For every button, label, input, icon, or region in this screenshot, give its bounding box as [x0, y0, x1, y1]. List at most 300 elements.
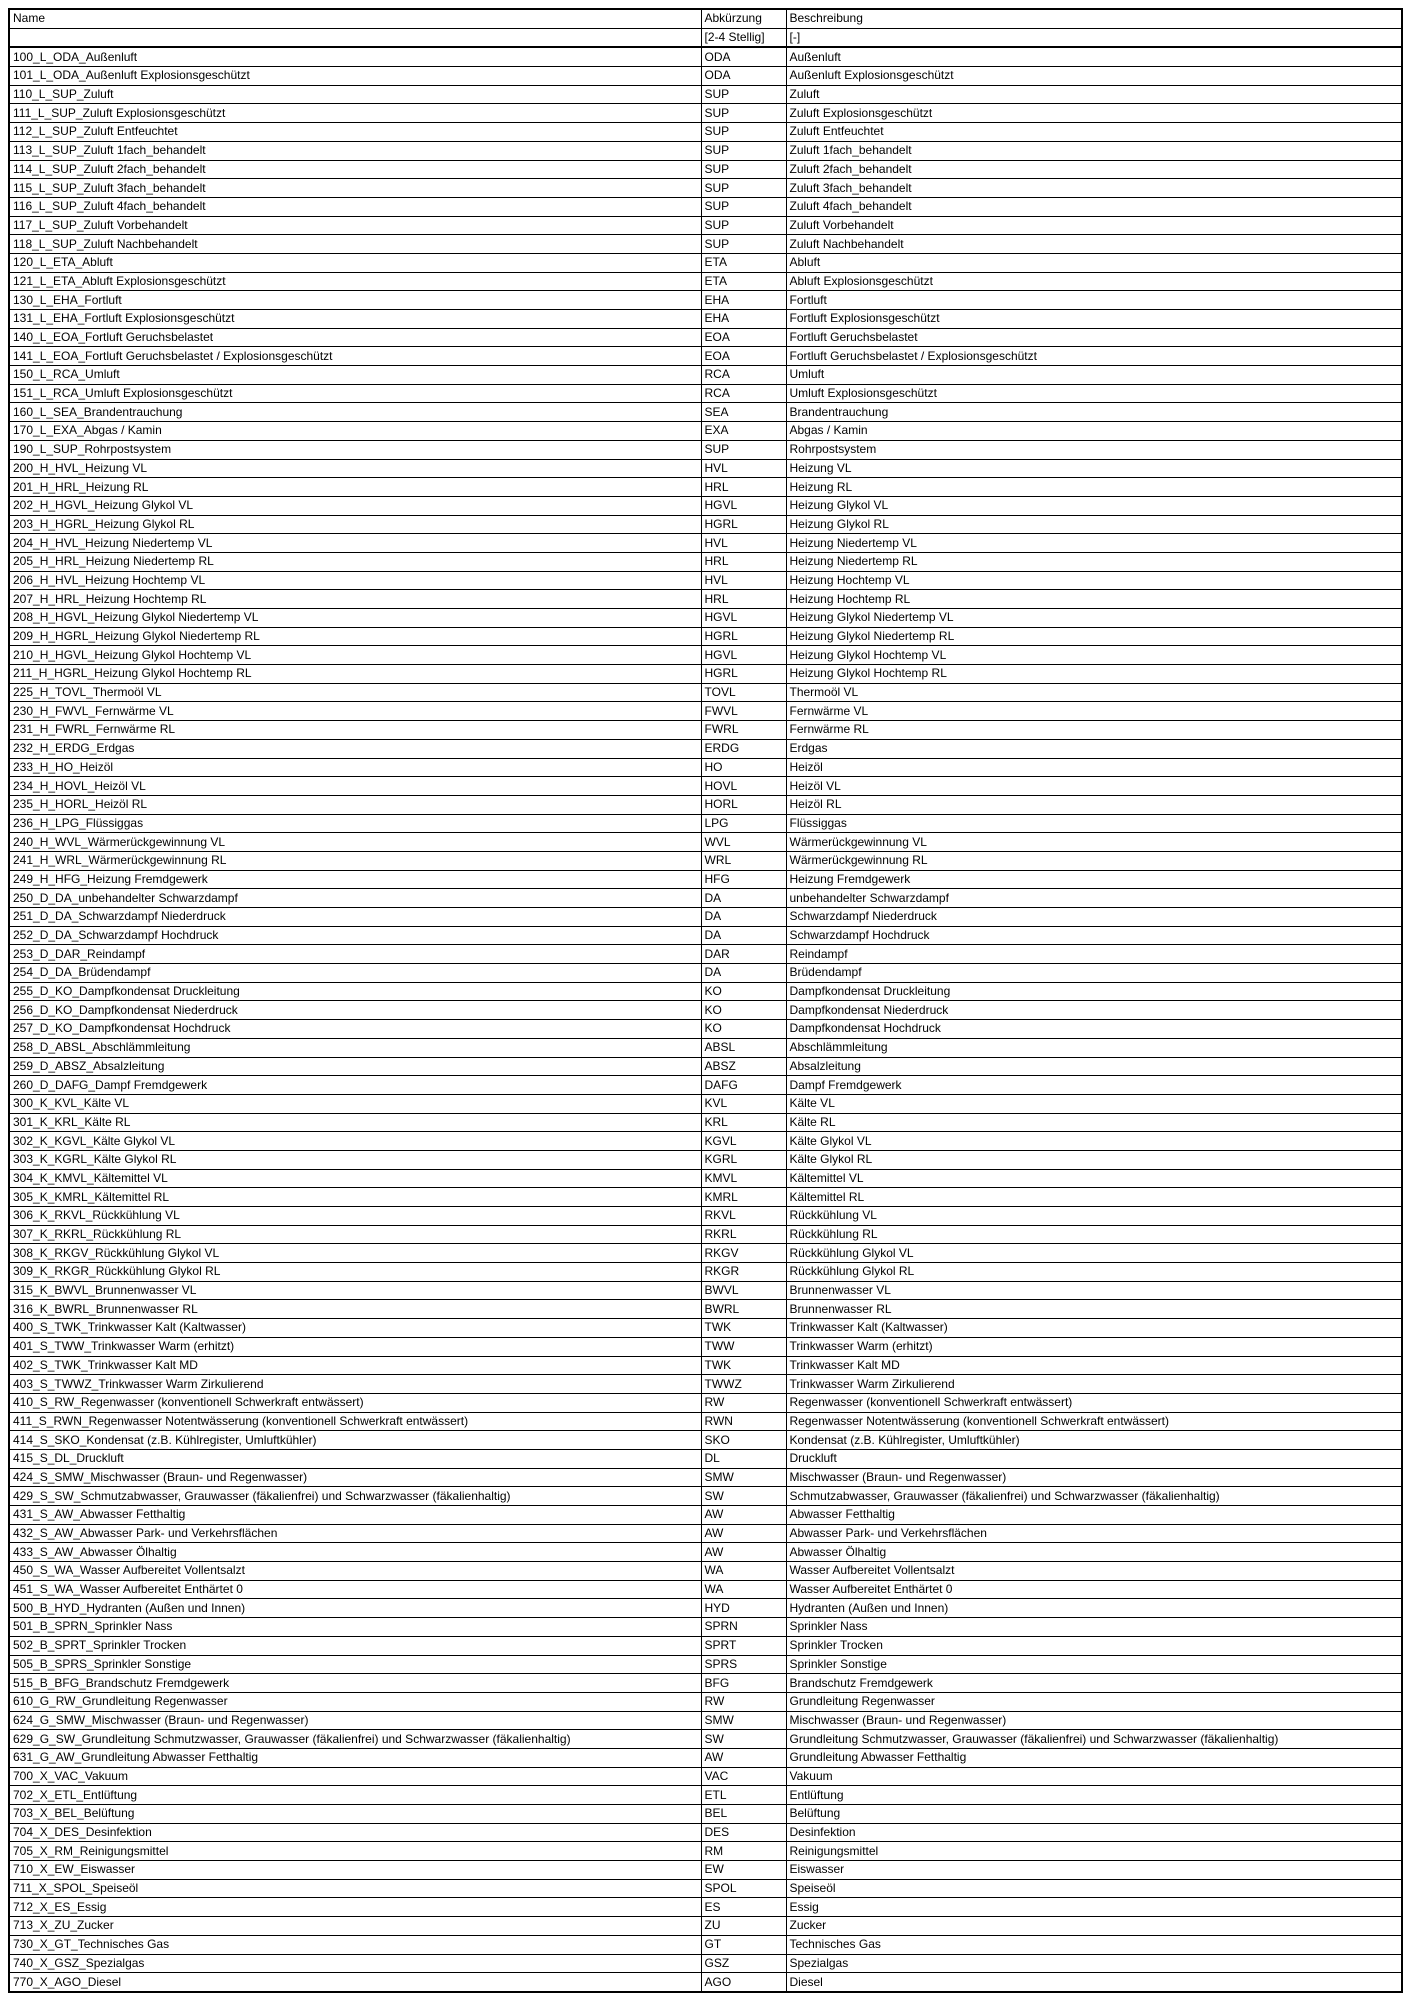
name-cell[interactable]: 411_S_RWN_Regenwasser Notentwässerung (konventionell Schwerkraft entwässert) — [9, 1412, 701, 1431]
abbreviation-cell[interactable]: BWVL — [701, 1281, 786, 1300]
abbreviation-cell[interactable]: HORL — [701, 795, 786, 814]
name-cell[interactable]: 150_L_RCA_Umluft — [9, 366, 701, 385]
name-cell[interactable]: 410_S_RW_Regenwasser (konventionell Schwerkraft entwässert) — [9, 1393, 701, 1412]
description-cell[interactable]: Heizung Hochtemp RL — [786, 590, 1402, 609]
abbreviation-cell[interactable]: SPOL — [701, 1879, 786, 1898]
description-cell[interactable]: Trinkwasser Kalt (Kaltwasser) — [786, 1319, 1402, 1338]
abbreviation-cell[interactable]: AW — [701, 1524, 786, 1543]
abbreviation-cell[interactable]: EOA — [701, 347, 786, 366]
name-cell[interactable]: 253_D_DAR_Reindampf — [9, 945, 701, 964]
description-cell[interactable]: Erdgas — [786, 739, 1402, 758]
name-cell[interactable]: 121_L_ETA_Abluft Explosionsgeschützt — [9, 272, 701, 291]
description-cell[interactable]: Rohrpostsystem — [786, 440, 1402, 459]
name-cell[interactable]: 235_H_HORL_Heizöl RL — [9, 795, 701, 814]
name-cell[interactable]: 141_L_EOA_Fortluft Geruchsbelastet / Explosionsgeschützt — [9, 347, 701, 366]
name-cell[interactable]: 251_D_DA_Schwarzdampf Niederdruck — [9, 908, 701, 927]
abbreviation-cell[interactable]: KRL — [701, 1113, 786, 1132]
name-cell[interactable]: 414_S_SKO_Kondensat (z.B. Kühlregister, Umluftkühler) — [9, 1431, 701, 1450]
name-cell[interactable]: 433_S_AW_Abwasser Ölhaltig — [9, 1543, 701, 1562]
description-cell[interactable]: Rückkühlung Glykol VL — [786, 1244, 1402, 1263]
name-cell[interactable]: 131_L_EHA_Fortluft Explosionsgeschützt — [9, 310, 701, 329]
abbreviation-cell[interactable]: ABSL — [701, 1038, 786, 1057]
name-cell[interactable]: 204_H_HVL_Heizung Niedertemp VL — [9, 534, 701, 553]
name-cell[interactable]: 160_L_SEA_Brandentrauchung — [9, 403, 701, 422]
abbreviation-cell[interactable]: SUP — [701, 160, 786, 179]
description-cell[interactable]: Brunnenwasser RL — [786, 1300, 1402, 1319]
name-cell[interactable]: 450_S_WA_Wasser Aufbereitet Vollentsalzt — [9, 1562, 701, 1581]
name-cell[interactable]: 111_L_SUP_Zuluft Explosionsgeschützt — [9, 104, 701, 123]
name-cell[interactable]: 401_S_TWW_Trinkwasser Warm (erhitzt) — [9, 1337, 701, 1356]
description-cell[interactable]: Hydranten (Außen und Innen) — [786, 1599, 1402, 1618]
description-cell[interactable]: Fernwärme RL — [786, 721, 1402, 740]
name-cell[interactable]: 202_H_HGVL_Heizung Glykol VL — [9, 496, 701, 515]
abbreviation-cell[interactable]: EHA — [701, 310, 786, 329]
abbreviation-cell[interactable]: EHA — [701, 291, 786, 310]
name-cell[interactable]: 114_L_SUP_Zuluft 2fach_behandelt — [9, 160, 701, 179]
name-cell[interactable]: 100_L_ODA_Außenluft — [9, 47, 701, 66]
abbreviation-cell[interactable]: RKGV — [701, 1244, 786, 1263]
name-cell[interactable]: 400_S_TWK_Trinkwasser Kalt (Kaltwasser) — [9, 1319, 701, 1338]
abbreviation-cell[interactable]: ZU — [701, 1917, 786, 1936]
abbreviation-cell[interactable]: BWRL — [701, 1300, 786, 1319]
description-cell[interactable]: Mischwasser (Braun- und Regenwasser) — [786, 1711, 1402, 1730]
abbreviation-cell[interactable]: ETA — [701, 253, 786, 272]
name-cell[interactable]: 432_S_AW_Abwasser Park- und Verkehrsflächen — [9, 1524, 701, 1543]
description-cell[interactable]: Kältemittel VL — [786, 1169, 1402, 1188]
description-cell[interactable]: Zuluft 4fach_behandelt — [786, 197, 1402, 216]
description-cell[interactable]: Reinigungsmittel — [786, 1842, 1402, 1861]
name-cell[interactable]: 236_H_LPG_Flüssiggas — [9, 814, 701, 833]
header-description[interactable]: Beschreibung — [786, 9, 1402, 28]
name-cell[interactable]: 211_H_HGRL_Heizung Glykol Hochtemp RL — [9, 665, 701, 684]
abbreviation-cell[interactable]: SPRT — [701, 1636, 786, 1655]
name-cell[interactable]: 259_D_ABSZ_Absalzleitung — [9, 1057, 701, 1076]
abbreviation-cell[interactable]: RKGR — [701, 1263, 786, 1282]
description-cell[interactable]: Grundleitung Schmutzwasser, Grauwasser (fäkalienfrei) und Schwarzwasser (fäkalienhaltig) — [786, 1730, 1402, 1749]
description-cell[interactable]: Flüssiggas — [786, 814, 1402, 833]
abbreviation-cell[interactable]: DA — [701, 908, 786, 927]
name-cell[interactable]: 112_L_SUP_Zuluft Entfeuchtet — [9, 123, 701, 142]
description-cell[interactable]: Umluft Explosionsgeschützt — [786, 384, 1402, 403]
abbreviation-cell[interactable]: ETL — [701, 1786, 786, 1805]
abbreviation-cell[interactable]: TWK — [701, 1356, 786, 1375]
name-cell[interactable]: 703_X_BEL_Belüftung — [9, 1805, 701, 1824]
name-cell[interactable]: 201_H_HRL_Heizung RL — [9, 478, 701, 497]
name-cell[interactable]: 712_X_ES_Essig — [9, 1898, 701, 1917]
description-cell[interactable]: Kälte RL — [786, 1113, 1402, 1132]
abbreviation-cell[interactable]: WA — [701, 1580, 786, 1599]
abbreviation-cell[interactable]: RCA — [701, 366, 786, 385]
description-cell[interactable]: Heizung Niedertemp RL — [786, 552, 1402, 571]
description-cell[interactable]: Grundleitung Regenwasser — [786, 1692, 1402, 1711]
name-cell[interactable]: 308_K_RKGV_Rückkühlung Glykol VL — [9, 1244, 701, 1263]
name-cell[interactable]: 431_S_AW_Abwasser Fetthaltig — [9, 1506, 701, 1525]
name-cell[interactable]: 309_K_RKGR_Rückkühlung Glykol RL — [9, 1263, 701, 1282]
description-cell[interactable]: Umluft — [786, 366, 1402, 385]
name-cell[interactable]: 624_G_SMW_Mischwasser (Braun- und Regenwasser) — [9, 1711, 701, 1730]
description-cell[interactable]: Technisches Gas — [786, 1935, 1402, 1954]
abbreviation-cell[interactable]: AW — [701, 1748, 786, 1767]
description-cell[interactable]: Zuluft — [786, 85, 1402, 104]
description-cell[interactable]: Außenluft Explosionsgeschützt — [786, 67, 1402, 86]
name-cell[interactable]: 101_L_ODA_Außenluft Explosionsgeschützt — [9, 67, 701, 86]
abbreviation-cell[interactable]: TWWZ — [701, 1375, 786, 1394]
description-cell[interactable]: Rückkühlung RL — [786, 1225, 1402, 1244]
abbreviation-cell[interactable]: SUP — [701, 123, 786, 142]
description-cell[interactable]: Heizung Hochtemp VL — [786, 571, 1402, 590]
description-cell[interactable]: Außenluft — [786, 47, 1402, 66]
description-cell[interactable]: Zucker — [786, 1917, 1402, 1936]
abbreviation-cell[interactable]: EW — [701, 1861, 786, 1880]
description-cell[interactable]: Druckluft — [786, 1449, 1402, 1468]
description-cell[interactable]: Eiswasser — [786, 1861, 1402, 1880]
name-cell[interactable]: 225_H_TOVL_Thermoöl VL — [9, 683, 701, 702]
abbreviation-cell[interactable]: HOVL — [701, 777, 786, 796]
description-cell[interactable]: Sprinkler Nass — [786, 1618, 1402, 1637]
abbreviation-cell[interactable]: HFG — [701, 870, 786, 889]
description-cell[interactable]: Schwarzdampf Niederdruck — [786, 908, 1402, 927]
description-cell[interactable]: Desinfektion — [786, 1823, 1402, 1842]
description-cell[interactable]: Fortluft Explosionsgeschützt — [786, 310, 1402, 329]
name-cell[interactable]: 233_H_HO_Heizöl — [9, 758, 701, 777]
name-cell[interactable]: 316_K_BWRL_Brunnenwasser RL — [9, 1300, 701, 1319]
description-cell[interactable]: Rückkühlung Glykol RL — [786, 1263, 1402, 1282]
description-cell[interactable]: Sprinkler Trocken — [786, 1636, 1402, 1655]
abbreviation-cell[interactable]: SUP — [701, 179, 786, 198]
name-cell[interactable]: 306_K_RKVL_Rückkühlung VL — [9, 1207, 701, 1226]
name-cell[interactable]: 151_L_RCA_Umluft Explosionsgeschützt — [9, 384, 701, 403]
description-cell[interactable]: Zuluft Entfeuchtet — [786, 123, 1402, 142]
name-cell[interactable]: 631_G_AW_Grundleitung Abwasser Fetthaltig — [9, 1748, 701, 1767]
abbreviation-cell[interactable]: HVL — [701, 459, 786, 478]
description-cell[interactable]: Speiseöl — [786, 1879, 1402, 1898]
abbreviation-cell[interactable]: BEL — [701, 1805, 786, 1824]
abbreviation-cell[interactable]: HGRL — [701, 665, 786, 684]
name-cell[interactable]: 301_K_KRL_Kälte RL — [9, 1113, 701, 1132]
name-cell[interactable]: 232_H_ERDG_Erdgas — [9, 739, 701, 758]
abbreviation-cell[interactable]: HVL — [701, 571, 786, 590]
description-cell[interactable]: Trinkwasser Kalt MD — [786, 1356, 1402, 1375]
abbreviation-cell[interactable]: EXA — [701, 422, 786, 441]
name-cell[interactable]: 140_L_EOA_Fortluft Geruchsbelastet — [9, 328, 701, 347]
name-cell[interactable]: 403_S_TWWZ_Trinkwasser Warm Zirkulierend — [9, 1375, 701, 1394]
description-cell[interactable]: Heizung Fremdgewerk — [786, 870, 1402, 889]
description-cell[interactable]: Wärmerückgewinnung VL — [786, 833, 1402, 852]
description-cell[interactable]: Heizung Glykol RL — [786, 515, 1402, 534]
description-cell[interactable]: Brandschutz Fremdgewerk — [786, 1674, 1402, 1693]
abbreviation-cell[interactable]: KGRL — [701, 1150, 786, 1169]
description-cell[interactable]: Trinkwasser Warm Zirkulierend — [786, 1375, 1402, 1394]
abbreviation-cell[interactable]: ODA — [701, 47, 786, 66]
abbreviation-cell[interactable]: TOVL — [701, 683, 786, 702]
abbreviation-cell[interactable]: SUP — [701, 216, 786, 235]
abbreviation-cell[interactable]: DAFG — [701, 1076, 786, 1095]
description-cell[interactable]: unbehandelter Schwarzdampf — [786, 889, 1402, 908]
description-cell[interactable]: Abwasser Park- und Verkehrsflächen — [786, 1524, 1402, 1543]
description-cell[interactable]: Zuluft Vorbehandelt — [786, 216, 1402, 235]
abbreviation-cell[interactable]: WA — [701, 1562, 786, 1581]
description-cell[interactable]: Heizöl — [786, 758, 1402, 777]
name-cell[interactable]: 307_K_RKRL_Rückkühlung RL — [9, 1225, 701, 1244]
abbreviation-cell[interactable]: ERDG — [701, 739, 786, 758]
description-cell[interactable]: Heizung VL — [786, 459, 1402, 478]
description-cell[interactable]: Regenwasser Notentwässerung (konventionell Schwerkraft entwässert) — [786, 1412, 1402, 1431]
description-cell[interactable]: Heizung RL — [786, 478, 1402, 497]
description-cell[interactable]: Heizöl RL — [786, 795, 1402, 814]
description-cell[interactable]: Zuluft Nachbehandelt — [786, 235, 1402, 254]
abbreviation-cell[interactable]: DES — [701, 1823, 786, 1842]
name-cell[interactable]: 303_K_KGRL_Kälte Glykol RL — [9, 1150, 701, 1169]
abbreviation-cell[interactable]: SUP — [701, 141, 786, 160]
abbreviation-cell[interactable]: SMW — [701, 1711, 786, 1730]
abbreviation-cell[interactable]: KVL — [701, 1094, 786, 1113]
header-name-unit[interactable] — [9, 28, 701, 47]
description-cell[interactable]: Schmutzabwasser, Grauwasser (fäkalienfrei) und Schwarzwasser (fäkalienhaltig) — [786, 1487, 1402, 1506]
description-cell[interactable]: Zuluft Explosionsgeschützt — [786, 104, 1402, 123]
abbreviation-cell[interactable]: LPG — [701, 814, 786, 833]
description-cell[interactable]: Zuluft 3fach_behandelt — [786, 179, 1402, 198]
description-cell[interactable]: Thermoöl VL — [786, 683, 1402, 702]
description-cell[interactable]: Abluft — [786, 253, 1402, 272]
name-cell[interactable]: 241_H_WRL_Wärmerückgewinnung RL — [9, 851, 701, 870]
description-cell[interactable]: Heizung Glykol Hochtemp RL — [786, 665, 1402, 684]
name-cell[interactable]: 629_G_SW_Grundleitung Schmutzwasser, Grauwasser (fäkalienfrei) und Schwarzwasser (fäkalienhaltig) — [9, 1730, 701, 1749]
abbreviation-cell[interactable]: SPRS — [701, 1655, 786, 1674]
abbreviation-cell[interactable]: WVL — [701, 833, 786, 852]
name-cell[interactable]: 713_X_ZU_Zucker — [9, 1917, 701, 1936]
abbreviation-cell[interactable]: ETA — [701, 272, 786, 291]
abbreviation-cell[interactable]: RW — [701, 1393, 786, 1412]
abbreviation-cell[interactable]: WRL — [701, 851, 786, 870]
name-cell[interactable]: 115_L_SUP_Zuluft 3fach_behandelt — [9, 179, 701, 198]
abbreviation-cell[interactable]: KO — [701, 1001, 786, 1020]
description-cell[interactable]: Heizung Glykol Niedertemp RL — [786, 627, 1402, 646]
description-cell[interactable]: Mischwasser (Braun- und Regenwasser) — [786, 1468, 1402, 1487]
description-cell[interactable]: Fortluft — [786, 291, 1402, 310]
name-cell[interactable]: 257_D_KO_Dampfkondensat Hochdruck — [9, 1020, 701, 1039]
name-cell[interactable]: 190_L_SUP_Rohrpostsystem — [9, 440, 701, 459]
abbreviation-cell[interactable]: FWVL — [701, 702, 786, 721]
description-cell[interactable]: Grundleitung Abwasser Fetthaltig — [786, 1748, 1402, 1767]
abbreviation-cell[interactable]: SMW — [701, 1468, 786, 1487]
description-cell[interactable]: Heizung Niedertemp VL — [786, 534, 1402, 553]
name-cell[interactable]: 234_H_HOVL_Heizöl VL — [9, 777, 701, 796]
name-cell[interactable]: 610_G_RW_Grundleitung Regenwasser — [9, 1692, 701, 1711]
description-cell[interactable]: Zuluft 2fach_behandelt — [786, 160, 1402, 179]
abbreviation-cell[interactable]: BFG — [701, 1674, 786, 1693]
name-cell[interactable]: 110_L_SUP_Zuluft — [9, 85, 701, 104]
abbreviation-cell[interactable]: AW — [701, 1543, 786, 1562]
name-cell[interactable]: 515_B_BFG_Brandschutz Fremdgewerk — [9, 1674, 701, 1693]
description-cell[interactable]: Abgas / Kamin — [786, 422, 1402, 441]
abbreviation-cell[interactable]: EOA — [701, 328, 786, 347]
description-cell[interactable]: Diesel — [786, 1973, 1402, 1992]
name-cell[interactable]: 304_K_KMVL_Kältemittel VL — [9, 1169, 701, 1188]
name-cell[interactable]: 231_H_FWRL_Fernwärme RL — [9, 721, 701, 740]
description-cell[interactable]: Heizung Glykol VL — [786, 496, 1402, 515]
description-cell[interactable]: Heizöl VL — [786, 777, 1402, 796]
abbreviation-cell[interactable]: SEA — [701, 403, 786, 422]
abbreviation-cell[interactable]: GT — [701, 1935, 786, 1954]
description-cell[interactable]: Heizung Glykol Niedertemp VL — [786, 609, 1402, 628]
name-cell[interactable]: 505_B_SPRS_Sprinkler Sonstige — [9, 1655, 701, 1674]
abbreviation-cell[interactable]: DL — [701, 1449, 786, 1468]
description-cell[interactable]: Rückkühlung VL — [786, 1207, 1402, 1226]
name-cell[interactable]: 258_D_ABSL_Abschlämmleitung — [9, 1038, 701, 1057]
abbreviation-cell[interactable]: SW — [701, 1730, 786, 1749]
name-cell[interactable]: 255_D_KO_Dampfkondensat Druckleitung — [9, 982, 701, 1001]
abbreviation-cell[interactable]: HRL — [701, 552, 786, 571]
name-cell[interactable]: 260_D_DAFG_Dampf Fremdgewerk — [9, 1076, 701, 1095]
abbreviation-cell[interactable]: TWK — [701, 1319, 786, 1338]
abbreviation-cell[interactable]: DAR — [701, 945, 786, 964]
description-cell[interactable]: Dampfkondensat Niederdruck — [786, 1001, 1402, 1020]
description-cell[interactable]: Abschlämmleitung — [786, 1038, 1402, 1057]
abbreviation-cell[interactable]: AGO — [701, 1973, 786, 1992]
description-cell[interactable]: Schwarzdampf Hochdruck — [786, 926, 1402, 945]
abbreviation-cell[interactable]: FWRL — [701, 721, 786, 740]
name-cell[interactable]: 770_X_AGO_Diesel — [9, 1973, 701, 1992]
name-cell[interactable]: 230_H_FWVL_Fernwärme VL — [9, 702, 701, 721]
name-cell[interactable]: 711_X_SPOL_Speiseöl — [9, 1879, 701, 1898]
abbreviation-cell[interactable]: SUP — [701, 104, 786, 123]
name-cell[interactable]: 200_H_HVL_Heizung VL — [9, 459, 701, 478]
abbreviation-cell[interactable]: DA — [701, 926, 786, 945]
description-cell[interactable]: Trinkwasser Warm (erhitzt) — [786, 1337, 1402, 1356]
name-cell[interactable]: 502_B_SPRT_Sprinkler Trocken — [9, 1636, 701, 1655]
name-cell[interactable]: 170_L_EXA_Abgas / Kamin — [9, 422, 701, 441]
abbreviation-cell[interactable]: GSZ — [701, 1954, 786, 1973]
abbreviation-cell[interactable]: RKRL — [701, 1225, 786, 1244]
description-cell[interactable]: Kälte Glykol RL — [786, 1150, 1402, 1169]
description-cell[interactable]: Brandentrauchung — [786, 403, 1402, 422]
description-cell[interactable]: Abwasser Fetthaltig — [786, 1506, 1402, 1525]
abbreviation-cell[interactable]: HGVL — [701, 496, 786, 515]
header-name[interactable]: Name — [9, 9, 701, 28]
description-cell[interactable]: Belüftung — [786, 1805, 1402, 1824]
description-cell[interactable]: Sprinkler Sonstige — [786, 1655, 1402, 1674]
abbreviation-cell[interactable]: HGVL — [701, 609, 786, 628]
name-cell[interactable]: 700_X_VAC_Vakuum — [9, 1767, 701, 1786]
description-cell[interactable]: Essig — [786, 1898, 1402, 1917]
abbreviation-cell[interactable]: RWN — [701, 1412, 786, 1431]
description-cell[interactable]: Kälte Glykol VL — [786, 1132, 1402, 1151]
description-cell[interactable]: Wasser Aufbereitet Vollentsalzt — [786, 1562, 1402, 1581]
name-cell[interactable]: 254_D_DA_Brüdendampf — [9, 964, 701, 983]
abbreviation-cell[interactable]: HRL — [701, 590, 786, 609]
abbreviation-cell[interactable]: HVL — [701, 534, 786, 553]
abbreviation-cell[interactable]: DA — [701, 889, 786, 908]
abbreviation-cell[interactable]: SPRN — [701, 1618, 786, 1637]
name-cell[interactable]: 130_L_EHA_Fortluft — [9, 291, 701, 310]
name-cell[interactable]: 702_X_ETL_Entlüftung — [9, 1786, 701, 1805]
abbreviation-cell[interactable]: SW — [701, 1487, 786, 1506]
description-cell[interactable]: Regenwasser (konventionell Schwerkraft entwässert) — [786, 1393, 1402, 1412]
name-cell[interactable]: 300_K_KVL_Kälte VL — [9, 1094, 701, 1113]
description-cell[interactable]: Kälte VL — [786, 1094, 1402, 1113]
name-cell[interactable]: 206_H_HVL_Heizung Hochtemp VL — [9, 571, 701, 590]
description-cell[interactable]: Brüdendampf — [786, 964, 1402, 983]
abbreviation-cell[interactable]: DA — [701, 964, 786, 983]
name-cell[interactable]: 305_K_KMRL_Kältemittel RL — [9, 1188, 701, 1207]
name-cell[interactable]: 209_H_HGRL_Heizung Glykol Niedertemp RL — [9, 627, 701, 646]
abbreviation-cell[interactable]: SUP — [701, 235, 786, 254]
abbreviation-cell[interactable]: KO — [701, 982, 786, 1001]
description-cell[interactable]: Brunnenwasser VL — [786, 1281, 1402, 1300]
description-cell[interactable]: Kältemittel RL — [786, 1188, 1402, 1207]
abbreviation-cell[interactable]: RKVL — [701, 1207, 786, 1226]
name-cell[interactable]: 302_K_KGVL_Kälte Glykol VL — [9, 1132, 701, 1151]
name-cell[interactable]: 113_L_SUP_Zuluft 1fach_behandelt — [9, 141, 701, 160]
name-cell[interactable]: 256_D_KO_Dampfkondensat Niederdruck — [9, 1001, 701, 1020]
abbreviation-cell[interactable]: RM — [701, 1842, 786, 1861]
name-cell[interactable]: 429_S_SW_Schmutzabwasser, Grauwasser (fäkalienfrei) und Schwarzwasser (fäkalienhaltig) — [9, 1487, 701, 1506]
name-cell[interactable]: 730_X_GT_Technisches Gas — [9, 1935, 701, 1954]
description-cell[interactable]: Dampf Fremdgewerk — [786, 1076, 1402, 1095]
abbreviation-cell[interactable]: SUP — [701, 85, 786, 104]
abbreviation-cell[interactable]: HO — [701, 758, 786, 777]
description-cell[interactable]: Reindampf — [786, 945, 1402, 964]
name-cell[interactable]: 704_X_DES_Desinfektion — [9, 1823, 701, 1842]
name-cell[interactable]: 415_S_DL_Druckluft — [9, 1449, 701, 1468]
abbreviation-cell[interactable]: KGVL — [701, 1132, 786, 1151]
abbreviation-cell[interactable]: SUP — [701, 440, 786, 459]
name-cell[interactable]: 705_X_RM_Reinigungsmittel — [9, 1842, 701, 1861]
header-abbreviation[interactable]: Abkürzung — [701, 9, 786, 28]
description-cell[interactable]: Vakuum — [786, 1767, 1402, 1786]
name-cell[interactable]: 120_L_ETA_Abluft — [9, 253, 701, 272]
abbreviation-cell[interactable]: AW — [701, 1506, 786, 1525]
name-cell[interactable]: 424_S_SMW_Mischwasser (Braun- und Regenwasser) — [9, 1468, 701, 1487]
header-abbreviation-unit[interactable]: [2-4 Stellig] — [701, 28, 786, 47]
name-cell[interactable]: 203_H_HGRL_Heizung Glykol RL — [9, 515, 701, 534]
name-cell[interactable]: 451_S_WA_Wasser Aufbereitet Enthärtet 0 — [9, 1580, 701, 1599]
name-cell[interactable]: 118_L_SUP_Zuluft Nachbehandelt — [9, 235, 701, 254]
abbreviation-cell[interactable]: HRL — [701, 478, 786, 497]
description-cell[interactable]: Entlüftung — [786, 1786, 1402, 1805]
abbreviation-cell[interactable]: HGRL — [701, 515, 786, 534]
abbreviation-cell[interactable]: ABSZ — [701, 1057, 786, 1076]
abbreviation-cell[interactable]: HYD — [701, 1599, 786, 1618]
description-cell[interactable]: Wärmerückgewinnung RL — [786, 851, 1402, 870]
name-cell[interactable]: 207_H_HRL_Heizung Hochtemp RL — [9, 590, 701, 609]
abbreviation-cell[interactable]: KO — [701, 1020, 786, 1039]
description-cell[interactable]: Heizung Glykol Hochtemp VL — [786, 646, 1402, 665]
name-cell[interactable]: 208_H_HGVL_Heizung Glykol Niedertemp VL — [9, 609, 701, 628]
name-cell[interactable]: 501_B_SPRN_Sprinkler Nass — [9, 1618, 701, 1637]
description-cell[interactable]: Fortluft Geruchsbelastet — [786, 328, 1402, 347]
name-cell[interactable]: 240_H_WVL_Wärmerückgewinnung VL — [9, 833, 701, 852]
description-cell[interactable]: Abluft Explosionsgeschützt — [786, 272, 1402, 291]
description-cell[interactable]: Absalzleitung — [786, 1057, 1402, 1076]
abbreviation-cell[interactable]: ES — [701, 1898, 786, 1917]
name-cell[interactable]: 205_H_HRL_Heizung Niedertemp RL — [9, 552, 701, 571]
name-cell[interactable]: 249_H_HFG_Heizung Fremdgewerk — [9, 870, 701, 889]
abbreviation-cell[interactable]: HGVL — [701, 646, 786, 665]
description-cell[interactable]: Wasser Aufbereitet Enthärtet 0 — [786, 1580, 1402, 1599]
name-cell[interactable]: 402_S_TWK_Trinkwasser Kalt MD — [9, 1356, 701, 1375]
name-cell[interactable]: 500_B_HYD_Hydranten (Außen und Innen) — [9, 1599, 701, 1618]
description-cell[interactable]: Kondensat (z.B. Kühlregister, Umluftkühler) — [786, 1431, 1402, 1450]
name-cell[interactable]: 116_L_SUP_Zuluft 4fach_behandelt — [9, 197, 701, 216]
abbreviation-cell[interactable]: RCA — [701, 384, 786, 403]
name-cell[interactable]: 710_X_EW_Eiswasser — [9, 1861, 701, 1880]
abbreviation-cell[interactable]: SUP — [701, 197, 786, 216]
description-cell[interactable]: Spezialgas — [786, 1954, 1402, 1973]
description-cell[interactable]: Dampfkondensat Hochdruck — [786, 1020, 1402, 1039]
abbreviation-cell[interactable]: HGRL — [701, 627, 786, 646]
abbreviation-cell[interactable]: ODA — [701, 67, 786, 86]
